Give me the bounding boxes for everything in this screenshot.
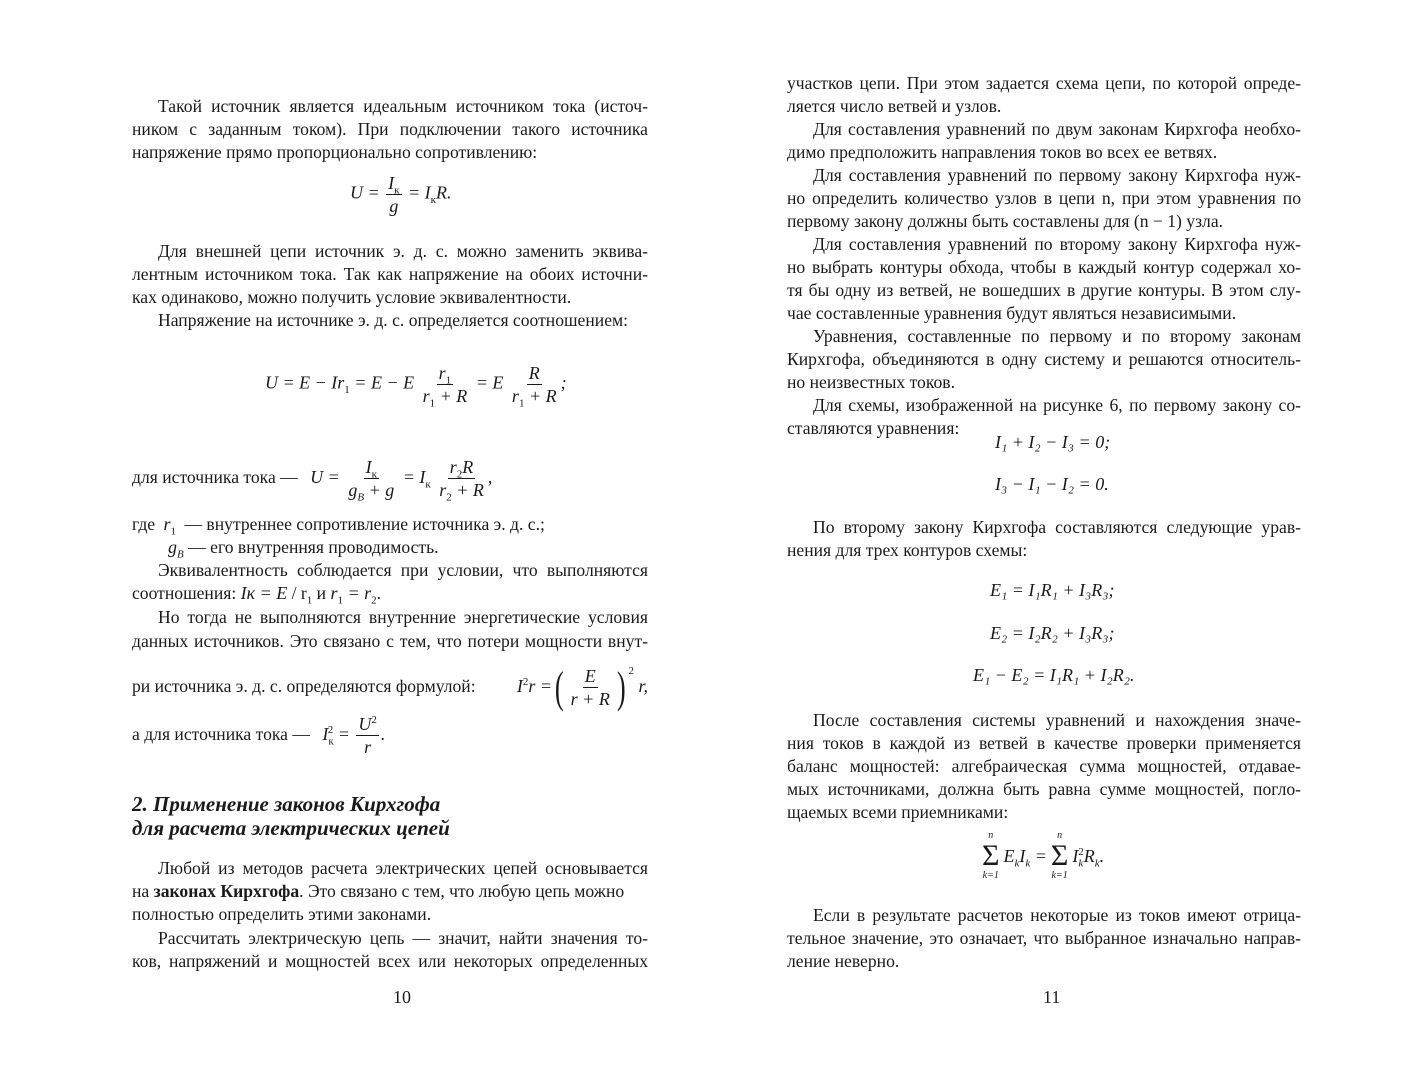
page-number: 11 [1043, 987, 1061, 1007]
equation-kcl-1: I₁ + I₂ − I₃ = 0; [995, 432, 1111, 452]
paragraph-line: Рассчитать электрическую цепь — значит, найти значения то- [158, 928, 648, 948]
paragraph-line: Для составления уравнений по второму закону Кирхгофа нуж- [813, 234, 1301, 254]
paragraph-line: Кирхгофа, объединяются в одну систему и решаются относитель- [787, 349, 1301, 369]
paragraph-line: участков цепи. При этом задается схема цепи, по которой опреде- [787, 73, 1301, 93]
paragraph-line: баланс мощностей: алгебраическая сумма мощностей, отдавае- [787, 756, 1301, 776]
formula-u-emf: $U = E - Ir_1 = E - E$ $\frac{r_1}{r_1 + R}$ = E $\frac{R}{r_1 + R}$ ; [265, 363, 567, 410]
paragraph-line: полностью определить этими законами. [132, 904, 432, 924]
equation-kvl-2: E₂ = I₂R₂ + I₃R₃; [990, 623, 1115, 643]
paragraph-line: Уравнения, составленные по первому и по второму законам [813, 326, 1301, 346]
right-page [707, 0, 1415, 1080]
paragraph-line: димо предположить направления токов во всех ее ветвях. [787, 142, 1218, 162]
paragraph-line: ставляются уравнения: [787, 418, 960, 438]
paragraph-line: тя бы одну из ветвей, не вошедших в другие контуры. В этом слу- [787, 280, 1301, 300]
paragraph-line: ках одинаково, можно получить условие эквивалентности. [132, 287, 572, 307]
paragraph-line: на законах Кирхгофа. Это связано с тем, что любую цепь можно [132, 881, 625, 901]
definition-r1: где $r_1$ — внутреннее сопротивление источника э. д. с.; [132, 514, 545, 538]
section-heading: 2. Применение законов Кирхгофа [132, 792, 441, 816]
paragraph-line: Любой из методов расчета электрических цепей основывается [158, 858, 648, 878]
paragraph-line: По второму закону Кирхгофа составляются следующие урав- [813, 517, 1301, 537]
paragraph-line: лентным источником тока. Так как напряжение на обоих источни- [132, 264, 648, 284]
paragraph-line: Для составления уравнений по двум законам Кирхгофа необхо- [813, 119, 1301, 139]
power-balance-equation: n Σ k=1 $E_kI_k$ = n Σ k=1 $I_k^2R_k$. [982, 830, 1105, 881]
paragraph-line: Но тогда не выполняются внутренние энергетические условия [158, 607, 648, 627]
paragraph-line: Напряжение на источнике э. д. с. определяется соотношением: [158, 310, 629, 330]
paragraph-line: но неизвестных токов. [787, 372, 955, 392]
paragraph-line: Для схемы, изображенной на рисунке 6, по первому закону со- [813, 395, 1301, 415]
paragraph-line: Такой источник является идеальным источником тока (источ- [158, 96, 648, 116]
paragraph-line: Эквивалентность соблюдается при условии, что выполняются [158, 560, 648, 580]
equation-kvl-3: E₁ − E₂ = I₁R₁ + I₂R₂. [973, 665, 1135, 685]
paragraph-line: нения для трех контуров схемы: [787, 540, 1028, 560]
paragraph-line: ляется число ветвей и узлов. [787, 96, 1002, 116]
paragraph-line: Если в результате расчетов некоторые из токов имеют отрица- [813, 905, 1301, 925]
loss-formula-line: ри источника э. д. с. определяются формулой: $I^2r$ =( $\frac{E}{r + R}$ ) $^2$ r, [132, 662, 648, 712]
paragraph-line: ление неверно. [787, 951, 900, 971]
page-number: 10 [393, 987, 411, 1007]
paragraph-line: тельное значение, это означает, что выбранное изначально направ- [787, 928, 1301, 948]
paragraph-line: щаемых всеми приемниками: [787, 802, 1009, 822]
paragraph-line: но выбрать контуры обхода, чтобы в каждый контур содержал хо- [787, 257, 1301, 277]
current-source-formula-line: для источника тока — U = $\frac{I_к}{g_B + g}$ = $I_к$ $\frac{r_2R}{r_2 + R}$ , [132, 457, 493, 504]
equivalence-condition: соотношения: Iк = E / $r_1$ и $r_1 = r_2$. [132, 583, 382, 607]
paragraph-line: ния токов в каждой из ветвей в качестве проверки применяется [787, 733, 1301, 753]
paragraph-line: чае составленные уравнения будут являться независимыми. [787, 303, 1237, 323]
current-source-loss-line: а для источника тока — $I_к^2$ = $\frac{U^2}{r}$ . [132, 714, 386, 758]
paragraph-line: ником с заданным током). При подключении такого источника [132, 119, 648, 139]
paragraph-line: данных источников. Это связано с тем, что потери мощности внут- [132, 631, 648, 651]
formula-u-ik-g: U = $\frac{I_к}{g}$ = $I_кR$. [350, 173, 452, 216]
equation-kvl-1: E₁ = I₁R₁ + I₃R₃; [990, 580, 1115, 600]
paragraph-line: ков, напряжений и мощностей всех или некоторых определенных [132, 951, 648, 971]
definition-gb: $g_B$ — его внутренняя проводимость. [168, 537, 439, 561]
paragraph-line: мых источниками, должна быть равна сумме мощностей, погло- [787, 779, 1301, 799]
equation-kcl-2: I₃ − I₁ − I₂ = 0. [995, 474, 1109, 494]
left-page [0, 0, 707, 1080]
section-heading: для расчета электрических цепей [132, 816, 450, 840]
paragraph-line: После составления системы уравнений и нахождения значе- [813, 710, 1301, 730]
paragraph-line: Для составления уравнений по первому закону Кирхгофа нуж- [813, 165, 1301, 185]
paragraph-line: первому закону должны быть составлены для (n − 1) узла. [787, 211, 1224, 231]
paragraph-line: Для внешней цепи источник э. д. с. можно заменить эквива- [158, 241, 648, 261]
paragraph-line: напряжение прямо пропорционально сопротивлению: [132, 142, 538, 162]
paragraph-line: но определить количество узлов в цепи n, при этом уравнения по [787, 188, 1301, 208]
